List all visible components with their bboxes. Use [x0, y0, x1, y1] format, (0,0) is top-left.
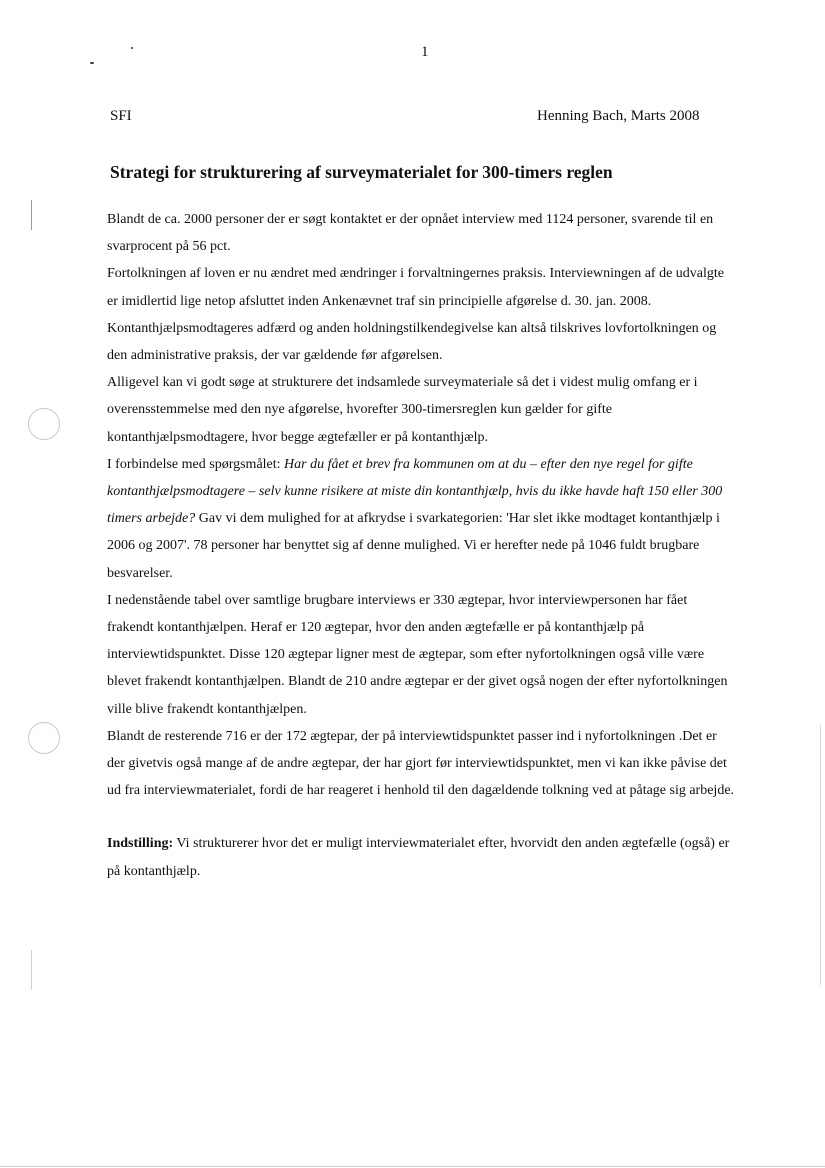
punch-hole	[28, 408, 60, 440]
page-edge	[0, 1166, 825, 1167]
paragraph: Blandt de ca. 2000 personer der er søgt kontaktet er der opnået interview med 1124 personer, svarende til en svarprocent på 56 pct.	[107, 212, 714, 255]
document-title: Strategi for strukturering af surveymaterialet for 300-timers reglen	[110, 162, 613, 182]
document-body	[107, 206, 735, 885]
question-followup: Gav vi dem mulighed for at afkrydse i svarkategorien: 'Har slet ikke modtaget kontanthjælp i 2006 og 2007'. 78 personer har benyttet sig af denne mulighed. Vi er herefter nede på 1046 fuldt brugbare besvarelser.	[107, 511, 720, 581]
header-author-date: Henning Bach, Marts 2008	[537, 108, 700, 124]
scan-margin-line	[31, 950, 32, 990]
recommendation-paragraph	[107, 830, 735, 884]
survey-question: Har du fået et brev fra kommunen om at du – efter den nye regel for gifte kontanthjælpsmodtagere – selv kunne risikere at miste din kontanthjælp, hvis du ikke havde haft 150 eller 300 timers arbejde?	[107, 456, 723, 527]
punch-hole	[28, 722, 60, 754]
scan-speck	[90, 62, 94, 64]
paragraph: Fortolkningen af loven er nu ændret med ændringer i forvaltningernes praksis. Interviewningen af de udvalgte er imidlertid lige netop afsluttet inden Ankenævnet traf sin principielle afgørelse d. 30. jan. 2008. Kontanthjælpsmodtageres adfærd og anden holdningstilkendegivelse kan altså tilskrives lovfortolkningen og den administrative praksis, der var gældende før afgørelsen.	[107, 266, 724, 364]
paragraph	[107, 451, 735, 587]
paragraph: Alligevel kan vi godt søge at strukturere det indsamlede surveymateriale så det i videst mulig omfang er i overensstemmelse med den nye afgørelse, hvorefter 300-timersreglen kun gælder for gifte kontanthjælpsmodtagere, hvor begge ægtefæller er på kontanthjælp.	[107, 375, 698, 445]
paragraph: Blandt de resterende 716 er der 172 ægtepar, der på interviewtidspunktet passer ind i nyfortolkningen .Det er der givetvis også mange af de andre ægtepar, der har gjort før interviewtidspunktet, men vi kan ikke påvise det ud fra interviewmaterialet, fordi de har reageret i henhold til den dagældende tolkning ved at påtage sig arbejde.	[107, 728, 735, 799]
page-number: 1	[421, 44, 429, 60]
recommendation-label: Indstilling:	[107, 836, 174, 852]
question-intro: I forbindelse med spørgsmålet:	[107, 456, 281, 472]
scan-speck	[131, 47, 133, 49]
paragraph-spacer	[107, 804, 735, 830]
scan-margin-line	[820, 725, 821, 985]
scan-margin-line	[31, 200, 32, 230]
recommendation-text: Vi strukturerer hvor det er muligt interviewmaterialet efter, hvorvidt den anden ægtefælle (også) er på kontanthjælp.	[107, 836, 730, 879]
paragraph: I nedenstående tabel over samtlige brugbare interviews er 330 ægtepar, hvor interviewpersonen har fået frakendt kontanthjælpen. Heraf er 120 ægtepar, hvor den anden ægtefælle er på kontanthjælp på interviewtidspunktet. Disse 120 ægtepar ligner mest de ægtepar, som efter nyfortolkningen også ville være blevet frakendt kontanthjælpen. Blandt de 210 andre ægtepar er der givet også nogen der efter nyfortolkningen ville blive frakendt kontanthjælpen.	[107, 592, 728, 717]
header-organization: SFI	[110, 108, 132, 124]
